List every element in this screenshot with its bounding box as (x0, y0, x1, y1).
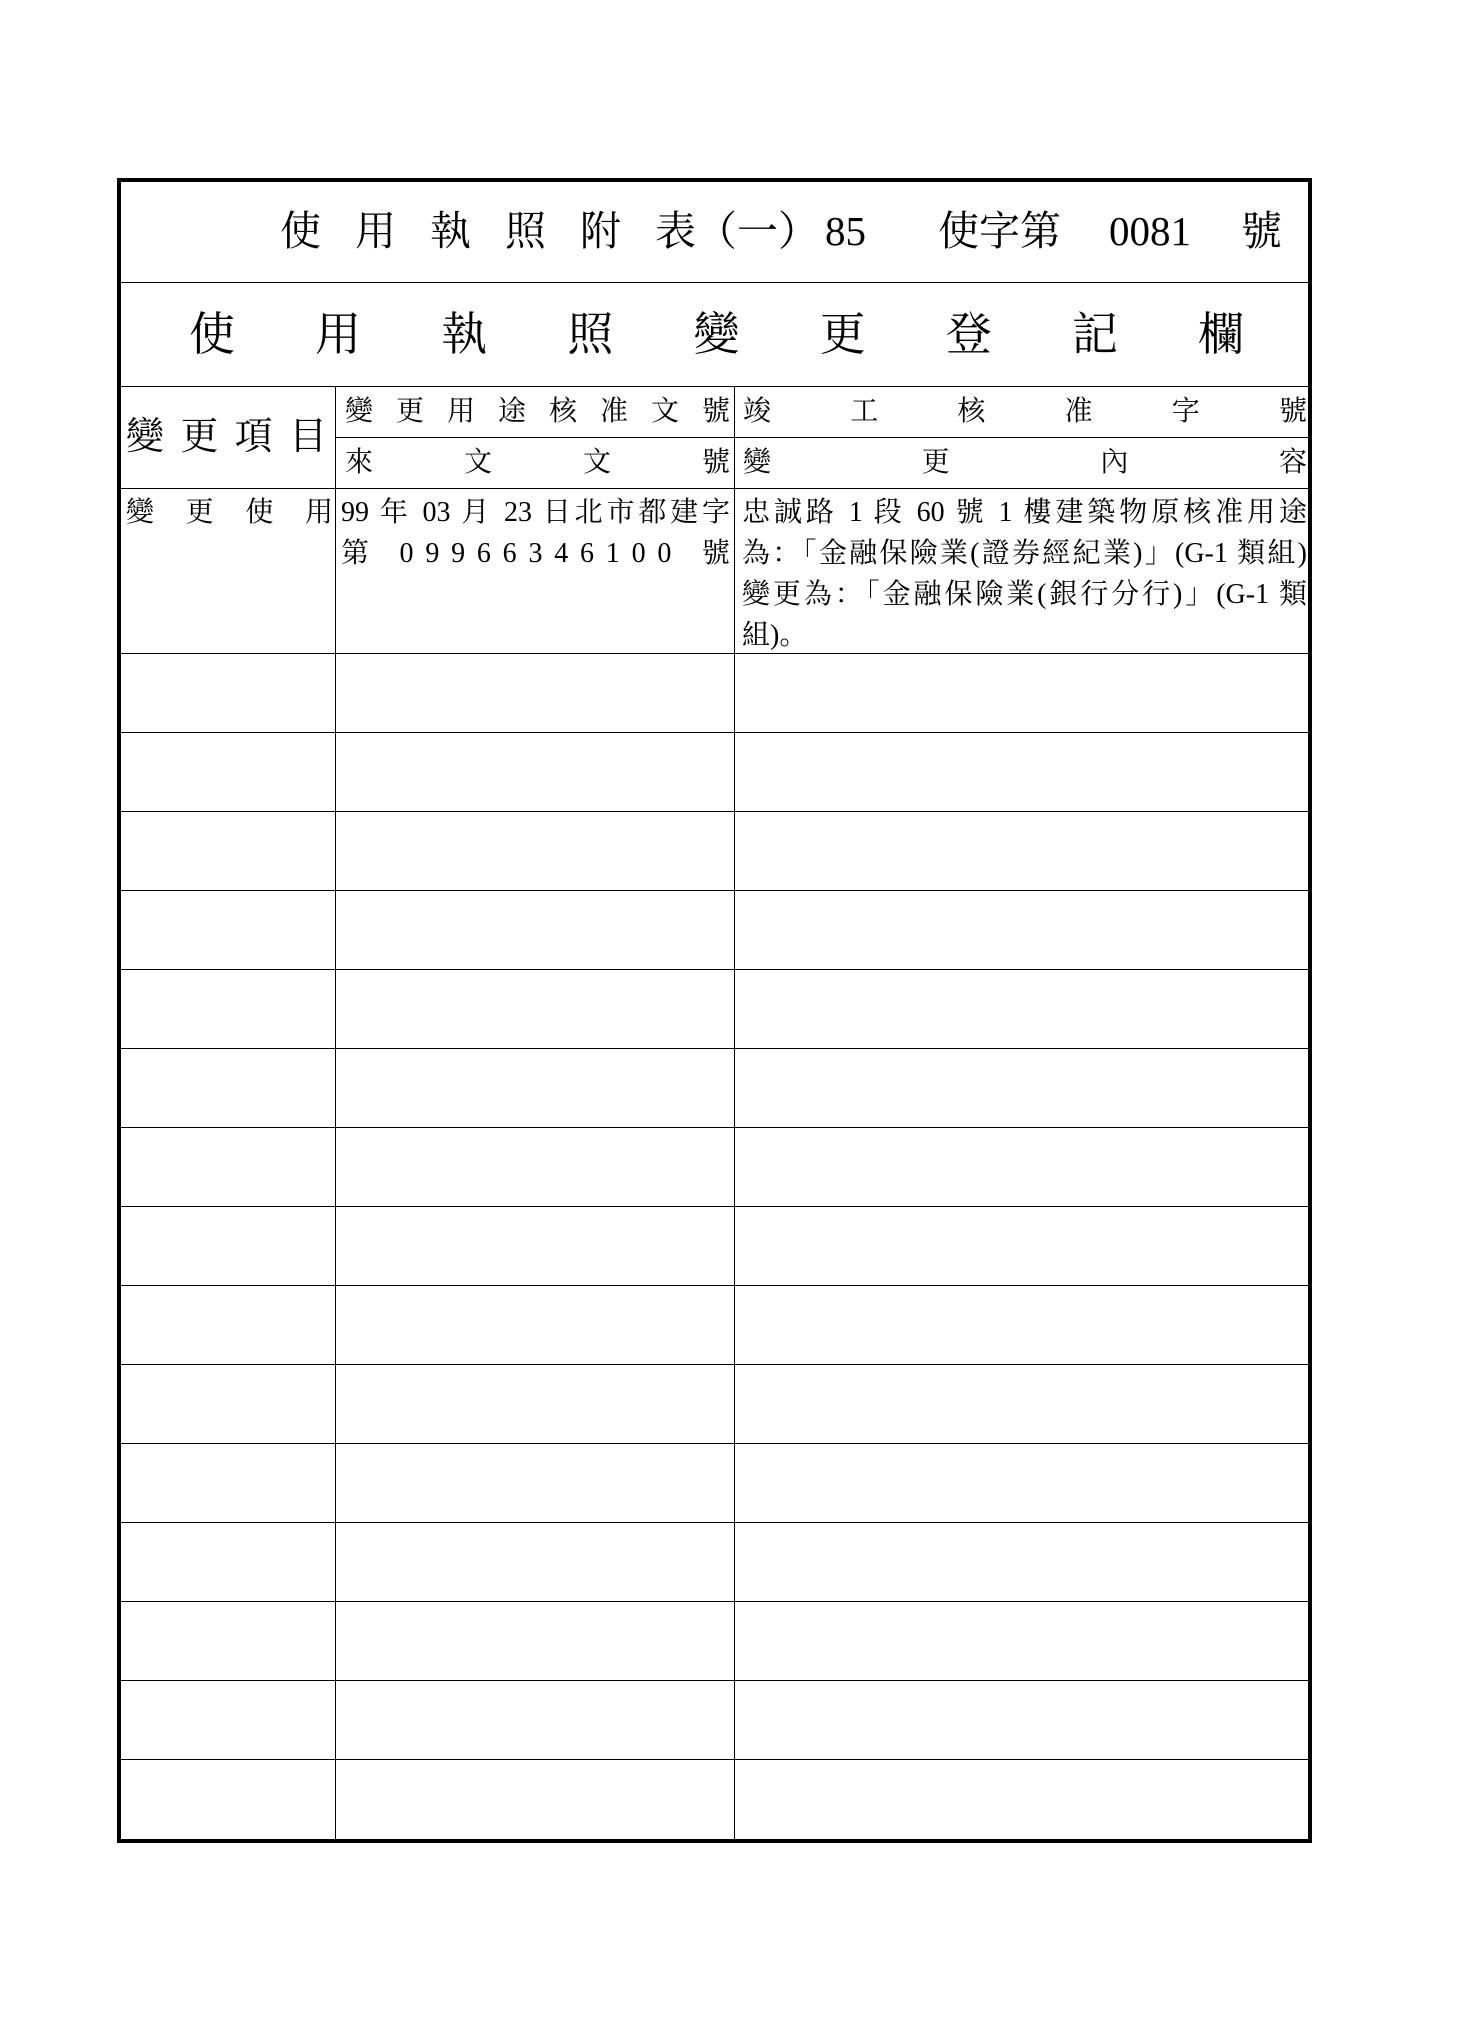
blank-row-12-change-item-cell (121, 1444, 336, 1523)
blank-row-4-change-content-cell (735, 812, 1308, 891)
blank-row-5-change-content-cell (735, 891, 1308, 970)
header-change-item-cell (121, 387, 344, 489)
blank-row-15-doc-number-cell (336, 1681, 735, 1760)
blank-row-12-change-content-cell (735, 1444, 1308, 1523)
blank-row-8-doc-number-cell (336, 1128, 735, 1207)
blank-row-9-change-content-cell (735, 1207, 1308, 1286)
blank-row-9-doc-number-cell (336, 1207, 735, 1286)
blank-row-13-change-content-cell (735, 1523, 1308, 1602)
header-incoming-doc-no: 來文文號 (345, 447, 821, 479)
blank-row-3-doc-number-cell (336, 733, 735, 812)
license-suffix: 號 (1241, 208, 1282, 255)
blank-row-5-doc-number-cell (336, 891, 735, 970)
blank-row-6-change-content-cell (735, 970, 1308, 1049)
blank-row-14-doc-number-cell (336, 1602, 735, 1681)
license-number: 0081 (1109, 208, 1191, 255)
header-completion-cell (735, 387, 1387, 438)
form-index: （一） (696, 208, 819, 255)
header-incoming-doc-cell (336, 438, 821, 489)
header-change-content: 變更內容 (743, 447, 1458, 479)
blank-row-2-change-content-cell (735, 654, 1308, 733)
header-completion-approval-no: 竣工核准字號 (743, 396, 1387, 428)
blank-row-5-change-item-cell (121, 891, 336, 970)
blank-row-7-change-content-cell (735, 1049, 1308, 1128)
blank-row-7-doc-number-cell (336, 1049, 735, 1128)
blank-row-14-change-item-cell (121, 1602, 336, 1681)
blank-row-8-change-item-cell (121, 1128, 336, 1207)
blank-row-13-doc-number-cell (336, 1523, 735, 1602)
row-1-doc-number-cell (336, 489, 742, 654)
license-change-table (117, 178, 1458, 1843)
blank-row-4-doc-number-cell (336, 812, 735, 891)
blank-row-11-doc-number-cell (336, 1365, 735, 1444)
header-change-item: 變更項目 (126, 415, 344, 458)
blank-row-15-change-content-cell (735, 1681, 1308, 1760)
form-title-row (121, 182, 1308, 283)
blank-row-8-change-content-cell (735, 1128, 1308, 1207)
blank-row-4-change-item-cell (121, 812, 336, 891)
blank-row-2-change-item-cell (121, 654, 336, 733)
row-1-content-line-2: 為：「金融保險業(證券經紀業)」(G-1 類組) (742, 538, 1307, 569)
blank-row-6-doc-number-cell (336, 970, 735, 1049)
blank-row-7-change-item-cell (121, 1049, 336, 1128)
section-title: 使用執照變更登記欄 (189, 308, 1325, 360)
row-1-content-line-3: 變更為：「金融保險業(銀行分行)」(G-1 類 (742, 579, 1307, 610)
section-title-row (121, 283, 1325, 387)
blank-row-10-doc-number-cell (336, 1286, 735, 1365)
blank-row-2-doc-number-cell (336, 654, 735, 733)
blank-row-15-change-item-cell (121, 1681, 336, 1760)
form-name: 使用執照附表 (280, 208, 730, 255)
row-1-change-content-cell (735, 489, 1308, 654)
blank-row-16-change-content-cell (735, 1760, 1308, 1839)
header-approval-doc-cell (336, 387, 754, 438)
row-1-content-line-1: 忠誠路 1 段 60 號 1 樓建築物原核准用途 (742, 497, 1307, 528)
row-1-doc-number-line-1: 99 年 03 月 23 日北市都建字 (341, 497, 730, 528)
blank-row-3-change-content-cell (735, 733, 1308, 812)
blank-row-11-change-item-cell (121, 1365, 336, 1444)
row-1-change-item-cell (121, 489, 365, 654)
blank-row-11-change-content-cell (735, 1365, 1308, 1444)
header-approval-doc-no: 變更用途核准文號 (345, 396, 754, 428)
blank-row-10-change-content-cell (735, 1286, 1308, 1365)
row-1-doc-number-line-2: 第 09966346100 號 (341, 538, 742, 569)
blank-row-16-change-item-cell (121, 1760, 336, 1839)
row-1-change-item: 變更使用 (126, 497, 365, 528)
blank-row-10-change-item-cell (121, 1286, 336, 1365)
blank-row-12-doc-number-cell (336, 1444, 735, 1523)
license-year: 85 (825, 208, 866, 255)
blank-row-9-change-item-cell (121, 1207, 336, 1286)
blank-row-16-doc-number-cell (336, 1760, 735, 1839)
license-type: 使字第 (938, 208, 1061, 255)
blank-row-6-change-item-cell (121, 970, 336, 1049)
blank-row-13-change-item-cell (121, 1523, 336, 1602)
blank-row-3-change-item-cell (121, 733, 336, 812)
blank-row-14-change-content-cell (735, 1602, 1308, 1681)
header-change-content-cell (735, 438, 1458, 489)
row-1-content-line-4: 組)。 (742, 620, 808, 651)
